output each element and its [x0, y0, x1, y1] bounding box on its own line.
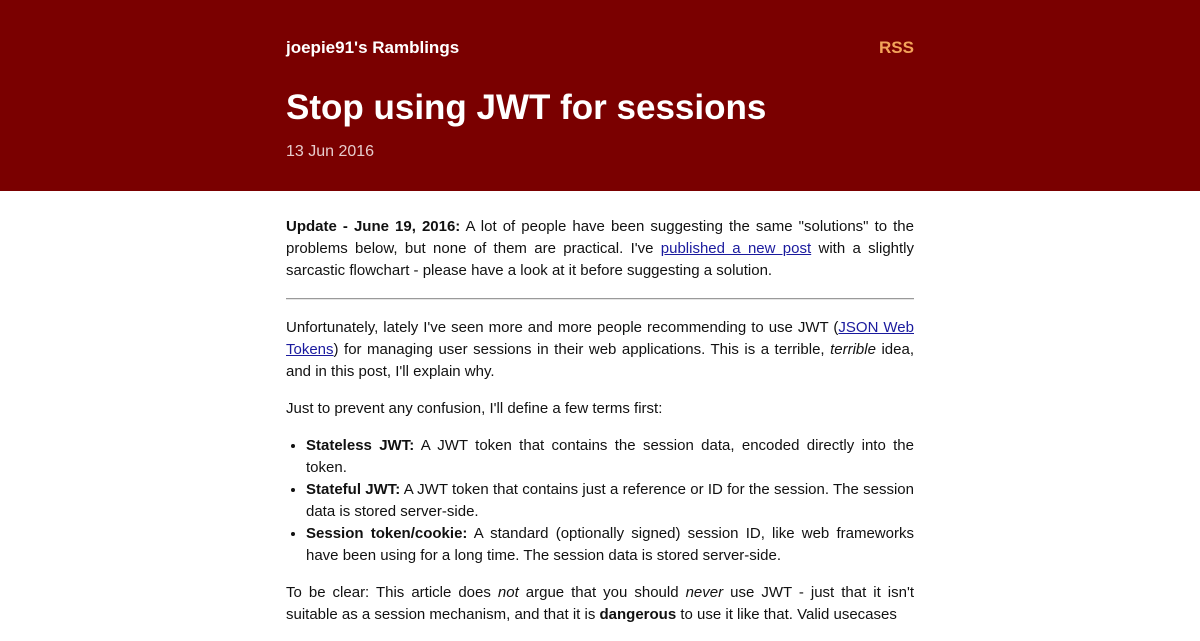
list-item [306, 435, 914, 479]
new-post-link[interactable]: published a new post [660, 240, 812, 257]
clear-text-2: argue that you should [518, 584, 686, 601]
term-label: Session token/cookie: [306, 525, 468, 542]
clear-emphasis-never: never [685, 584, 724, 601]
intro-emphasis: terrible [830, 341, 876, 358]
clear-emphasis-not: not [497, 584, 519, 601]
rss-link[interactable]: RSS [879, 38, 914, 57]
term-definition: A standard (optionally signed) session ID, like web frameworks have been using for a long time. The session data is stored server-side. [306, 525, 914, 564]
post-title: Stop using JWT for sessions [286, 88, 767, 127]
divider [286, 298, 914, 300]
jwt-link[interactable]: JSON Web Tokens [286, 319, 914, 358]
update-text-1: A lot of people have been suggesting the same "solutions" to the problems below, but none of them are practical. I've [286, 218, 914, 257]
site-title-link[interactable]: joepie91's Ramblings [286, 38, 460, 57]
clear-text-4: to use it like that. Valid usecases [676, 606, 897, 623]
clear-text-3: use JWT - just that it isn't suitable as a session mechanism, and that it is [286, 584, 914, 623]
post-date: 13 Jun 2016 [286, 143, 375, 160]
article-body [286, 216, 914, 641]
terms-list [286, 435, 914, 567]
clarification-paragraph [286, 582, 914, 626]
clear-text-1: To be clear: This article does [286, 584, 498, 601]
site-header [0, 0, 1200, 191]
update-note [286, 216, 914, 282]
intro-text-1: Unfortunately, lately I've seen more and more people recommending to use JWT ( [286, 319, 839, 336]
clear-strong: dangerous [599, 606, 677, 623]
update-text-2: with a slightly sarcastic flowchart - please have a look at it before suggesting a solution. [286, 240, 915, 279]
intro-text-3: idea, and in this post, I'll explain why. [286, 341, 914, 380]
term-label: Stateless JWT: [306, 437, 415, 454]
term-definition: A JWT token that contains the session data, encoded directly into the token. [306, 437, 914, 476]
list-item [306, 479, 914, 523]
term-definition: A JWT token that contains just a reference or ID for the session. The session data is stored server-side. [306, 481, 914, 520]
term-label: Stateful JWT: [306, 481, 401, 498]
terms-intro: Just to prevent any confusion, I'll define a few terms first: [286, 400, 663, 417]
intro-text-2: ) for managing user sessions in their web applications. This is a terrible, [333, 341, 831, 358]
intro-paragraph [286, 317, 914, 383]
list-item [306, 523, 914, 567]
update-lead: Update - June 19, 2016: [286, 218, 461, 235]
